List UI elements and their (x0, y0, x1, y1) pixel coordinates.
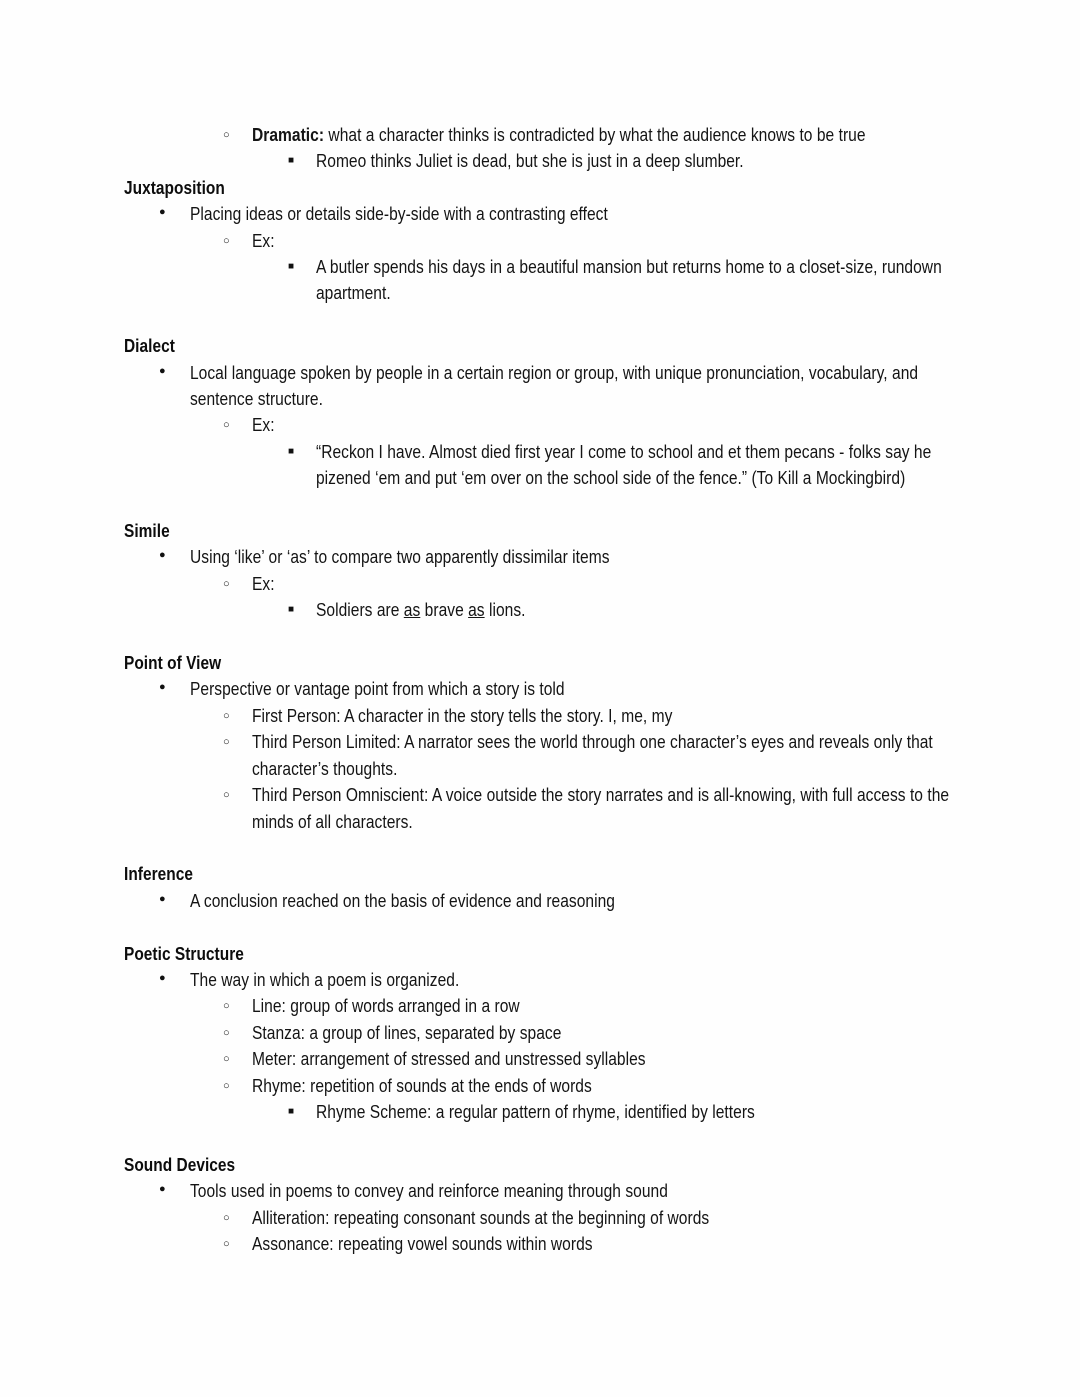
hollow-circle-bullet-icon (223, 1205, 230, 1234)
hollow-circle-bullet-icon (223, 571, 230, 600)
list-item (252, 1020, 960, 1046)
list-item (252, 228, 960, 254)
filled-disc-bullet-icon (159, 544, 166, 571)
list-item (316, 148, 960, 174)
dramatic-label: Dramatic: (252, 124, 325, 145)
dialect-definition: Local language spoken by people in a certain region or group, with unique pronunciation, vocabulary, and sentence structure. (190, 361, 919, 410)
hollow-circle-bullet-icon (223, 703, 230, 732)
list-item (316, 254, 960, 307)
list-item (252, 1046, 960, 1072)
filled-square-bullet-icon (288, 439, 294, 469)
juxtaposition-example: A butler spends his days in a beautiful mansion but returns home to a closet-size, rundown apartment. (316, 256, 942, 304)
section-spacer (124, 492, 960, 518)
hollow-circle-bullet-icon (223, 729, 230, 758)
simile-example-part1: Soldiers are (316, 599, 404, 621)
section-heading-sound-devices: Sound Devices (124, 1153, 236, 1175)
list-item (190, 676, 960, 702)
hollow-circle-bullet-icon (223, 782, 230, 811)
hollow-circle-bullet-icon (223, 412, 230, 441)
ex-label: Ex: (252, 572, 275, 594)
filled-square-bullet-icon (288, 254, 294, 284)
filled-square-bullet-icon (288, 597, 294, 627)
section-heading-point-of-view: Point of View (124, 652, 222, 674)
section-spacer (124, 914, 960, 940)
list-item (252, 782, 960, 835)
section-spacer (124, 307, 960, 333)
list-item (316, 439, 960, 492)
sound-devices-item-assonance: Assonance: repeating vowel sounds within words (252, 1232, 593, 1254)
simile-example-as-2: as (468, 599, 485, 621)
filled-disc-bullet-icon (159, 1178, 166, 1205)
hollow-circle-bullet-icon (223, 1231, 230, 1260)
list-item (190, 888, 960, 914)
poetic-structure-rhyme-scheme: Rhyme Scheme: a regular pattern of rhyme, identified by letters (316, 1100, 755, 1122)
hollow-circle-bullet-icon (223, 1046, 230, 1075)
list-item (252, 1073, 960, 1099)
section-heading-simile: Simile (124, 520, 170, 542)
section-heading-poetic-structure: Poetic Structure (124, 942, 244, 964)
list-item (190, 201, 960, 227)
hollow-circle-bullet-icon (223, 1073, 230, 1102)
document-body (124, 122, 960, 1257)
pov-definition: Perspective or vantage point from which a story is told (190, 678, 565, 700)
dialect-example: “Reckon I have. Almost died first year I come to school and et them pecans - folks say he pizened ‘em and put ‘em over on the school side of the fence.” (To Kill a Mockingbird) (316, 440, 932, 489)
section-spacer (124, 1125, 960, 1151)
filled-disc-bullet-icon (159, 360, 166, 387)
pov-item-third-person-limited: Third Person Limited: A narrator sees the world through one character’s eyes and reveals only that character’s thoughts. (252, 731, 933, 779)
filled-disc-bullet-icon (159, 967, 166, 994)
section-spacer (124, 835, 960, 861)
pov-item-first-person: First Person: A character in the story tells the story. I, me, my (252, 704, 673, 726)
list-item (190, 544, 960, 570)
hollow-circle-bullet-icon (223, 1020, 230, 1049)
list-item (252, 122, 960, 148)
section-heading-juxtaposition: Juxtaposition (124, 176, 225, 198)
list-item (190, 967, 960, 993)
poetic-structure-item-line: Line: group of words arranged in a row (252, 995, 520, 1017)
section-heading-dialect: Dialect (124, 335, 175, 357)
poetic-structure-item-stanza: Stanza: a group of lines, separated by space (252, 1021, 562, 1043)
dramatic-example: Romeo thinks Juliet is dead, but she is just in a deep slumber. (316, 150, 744, 172)
pov-item-third-person-omniscient: Third Person Omniscient: A voice outside the story narrates and is all-knowing, with full access to the minds of all characters. (252, 784, 950, 832)
section-heading-inference: Inference (124, 863, 193, 885)
list-item (252, 1231, 960, 1257)
list-item (316, 1099, 960, 1125)
filled-square-bullet-icon (288, 1099, 294, 1129)
list-item (252, 703, 960, 729)
inference-definition: A conclusion reached on the basis of evidence and reasoning (190, 889, 615, 911)
dramatic-text: what a character thinks is contradicted by what the audience knows to be true (324, 124, 866, 145)
simile-example-as-1: as (403, 599, 421, 621)
list-item (252, 729, 960, 782)
simile-example-part2: brave (420, 599, 469, 621)
list-item (190, 360, 960, 413)
ex-label: Ex: (252, 414, 275, 436)
hollow-circle-bullet-icon (223, 122, 230, 151)
sound-devices-item-alliteration: Alliteration: repeating consonant sounds at the beginning of words (252, 1206, 710, 1228)
juxtaposition-definition: Placing ideas or details side-by-side with a contrasting effect (190, 203, 608, 225)
poetic-structure-item-meter: Meter: arrangement of stressed and unstressed syllables (252, 1048, 646, 1070)
list-item (190, 1178, 960, 1204)
sound-devices-definition: Tools used in poems to convey and reinforce meaning through sound (190, 1180, 668, 1202)
list-item (316, 597, 960, 623)
poetic-structure-item-rhyme: Rhyme: repetition of sounds at the ends of words (252, 1074, 592, 1096)
filled-disc-bullet-icon (159, 201, 166, 228)
ex-label: Ex: (252, 229, 275, 251)
simile-definition: Using ‘like’ or ‘as’ to compare two apparently dissimilar items (190, 546, 610, 568)
poetic-structure-definition: The way in which a poem is organized. (190, 968, 460, 990)
filled-disc-bullet-icon (159, 676, 166, 703)
hollow-circle-bullet-icon (223, 993, 230, 1022)
list-item (252, 993, 960, 1019)
simile-example-part3: lions. (484, 599, 526, 621)
list-item (252, 571, 960, 597)
hollow-circle-bullet-icon (223, 228, 230, 257)
list-item (252, 412, 960, 438)
filled-disc-bullet-icon (159, 888, 166, 915)
list-item (252, 1205, 960, 1231)
section-spacer (124, 624, 960, 650)
